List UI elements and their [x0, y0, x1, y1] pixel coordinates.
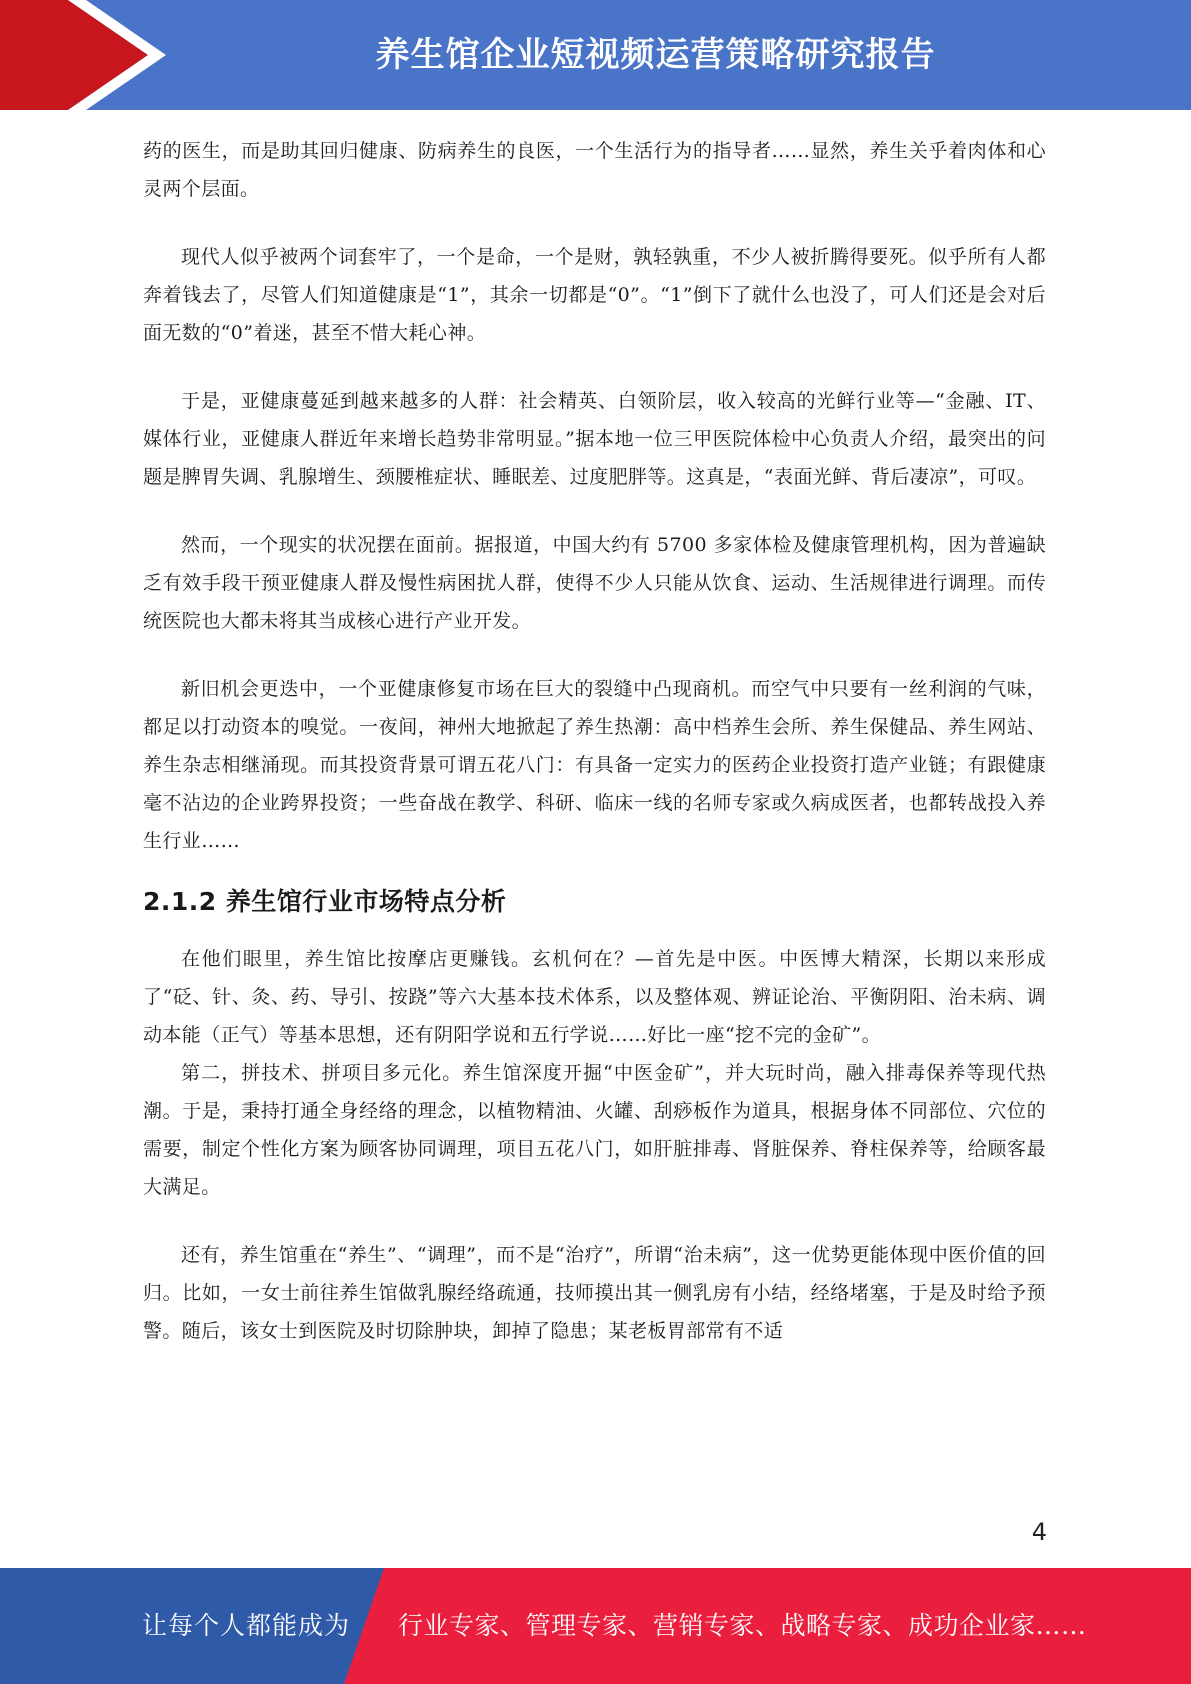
body-paragraph: 现代人似乎被两个词套牢了，一个是命，一个是财，孰轻孰重，不少人被折腾得要死。似乎所有人都奔着钱去了，尽管人们知道健康是“1”，其余一切都是“0”。“1”倒下了就什么也没了，可人们还是会对后面无数的“0”着迷，甚至不惜大耗心神。	[143, 246, 1046, 344]
section-heading: 2.1.2 养生馆行业市场特点分析	[143, 887, 507, 916]
page-header	[0, 0, 1191, 110]
page-number: 4	[1031, 1518, 1047, 1546]
page-footer	[0, 1568, 1191, 1684]
footer-slogan-left: 让每个人都能成为	[142, 1611, 351, 1640]
header-title: 养生馆企业短视频运营策略研究报告	[375, 35, 936, 75]
body-paragraph: 然而，一个现实的状况摆在面前。据报道，中国大约有 5700 多家体检及健康管理机构，因为普遍缺乏有效手段干预亚健康人群及慢性病困扰人群，使得不少人只能从饮食、运动、生活规律进行调理。而传统医院也大都未将其当成核心进行产业开发。	[143, 534, 1046, 632]
body-paragraph: 新旧机会更迭中，一个亚健康修复市场在巨大的裂缝中凸现商机。而空气中只要有一丝利润的气味，都足以打动资本的嗅觉。一夜间，神州大地掀起了养生热潮：高中档养生会所、养生保健品、养生网站、养生杂志相继涌现。而其投资背景可谓五花八门：有具备一定实力的医药企业投资打造产业链；有跟健康毫不沾边的企业跨界投资；一些奋战在教学、科研、临床一线的名师专家或久病成医者，也都转战投入养生行业……	[143, 678, 1046, 852]
body-paragraph: 在他们眼里，养生馆比按摩店更赚钱。玄机何在？—首先是中医。中医博大精深，长期以来形成了“砭、针、灸、药、导引、按跷”等六大基本技术体系，以及整体观、辨证论治、平衡阴阳、治未病、调动本能（正气）等基本思想，还有阴阳学说和五行学说……好比一座“挖不完的金矿”。	[143, 948, 1046, 1046]
body-paragraph: 于是，亚健康蔓延到越来越多的人群：社会精英、白领阶层，收入较高的光鲜行业等—“金融、IT、媒体行业，亚健康人群近年来增长趋势非常明显。”据本地一位三甲医院体检中心负责人介绍，最突出的问题是脾胃失调、乳腺增生、颈腰椎症状、睡眠差、过度肥胖等。这真是，“表面光鲜、背后凄凉”，可叹。	[143, 390, 1046, 488]
body-paragraph: 药的医生，而是助其回归健康、防病养生的良医，一个生活行为的指导者……显然，养生关乎着肉体和心灵两个层面。	[143, 140, 1046, 200]
footer-slogan-right: 行业专家、管理专家、营销专家、战略专家、成功企业家……	[398, 1611, 1087, 1640]
body-paragraph: 第二，拼技术、拼项目多元化。养生馆深度开掘“中医金矿”，并大玩时尚，融入排毒保养等现代热潮。于是，秉持打通全身经络的理念，以植物精油、火罐、刮痧板作为道具，根据身体不同部位、穴位的需要，制定个性化方案为顾客协同调理，项目五花八门，如肝脏排毒、肾脏保养、脊柱保养等，给顾客最大满足。	[143, 1062, 1046, 1198]
document-body	[143, 132, 1046, 1350]
body-paragraph: 还有，养生馆重在“养生”、“调理”，而不是“治疗”，所谓“治未病”，这一优势更能体现中医价值的回归。比如，一女士前往养生馆做乳腺经络疏通，技师摸出其一侧乳房有小结，经络堵塞，于是及时给予预警。随后，该女士到医院及时切除肿块，卸掉了隐患；某老板胃部常有不适	[143, 1244, 1046, 1342]
